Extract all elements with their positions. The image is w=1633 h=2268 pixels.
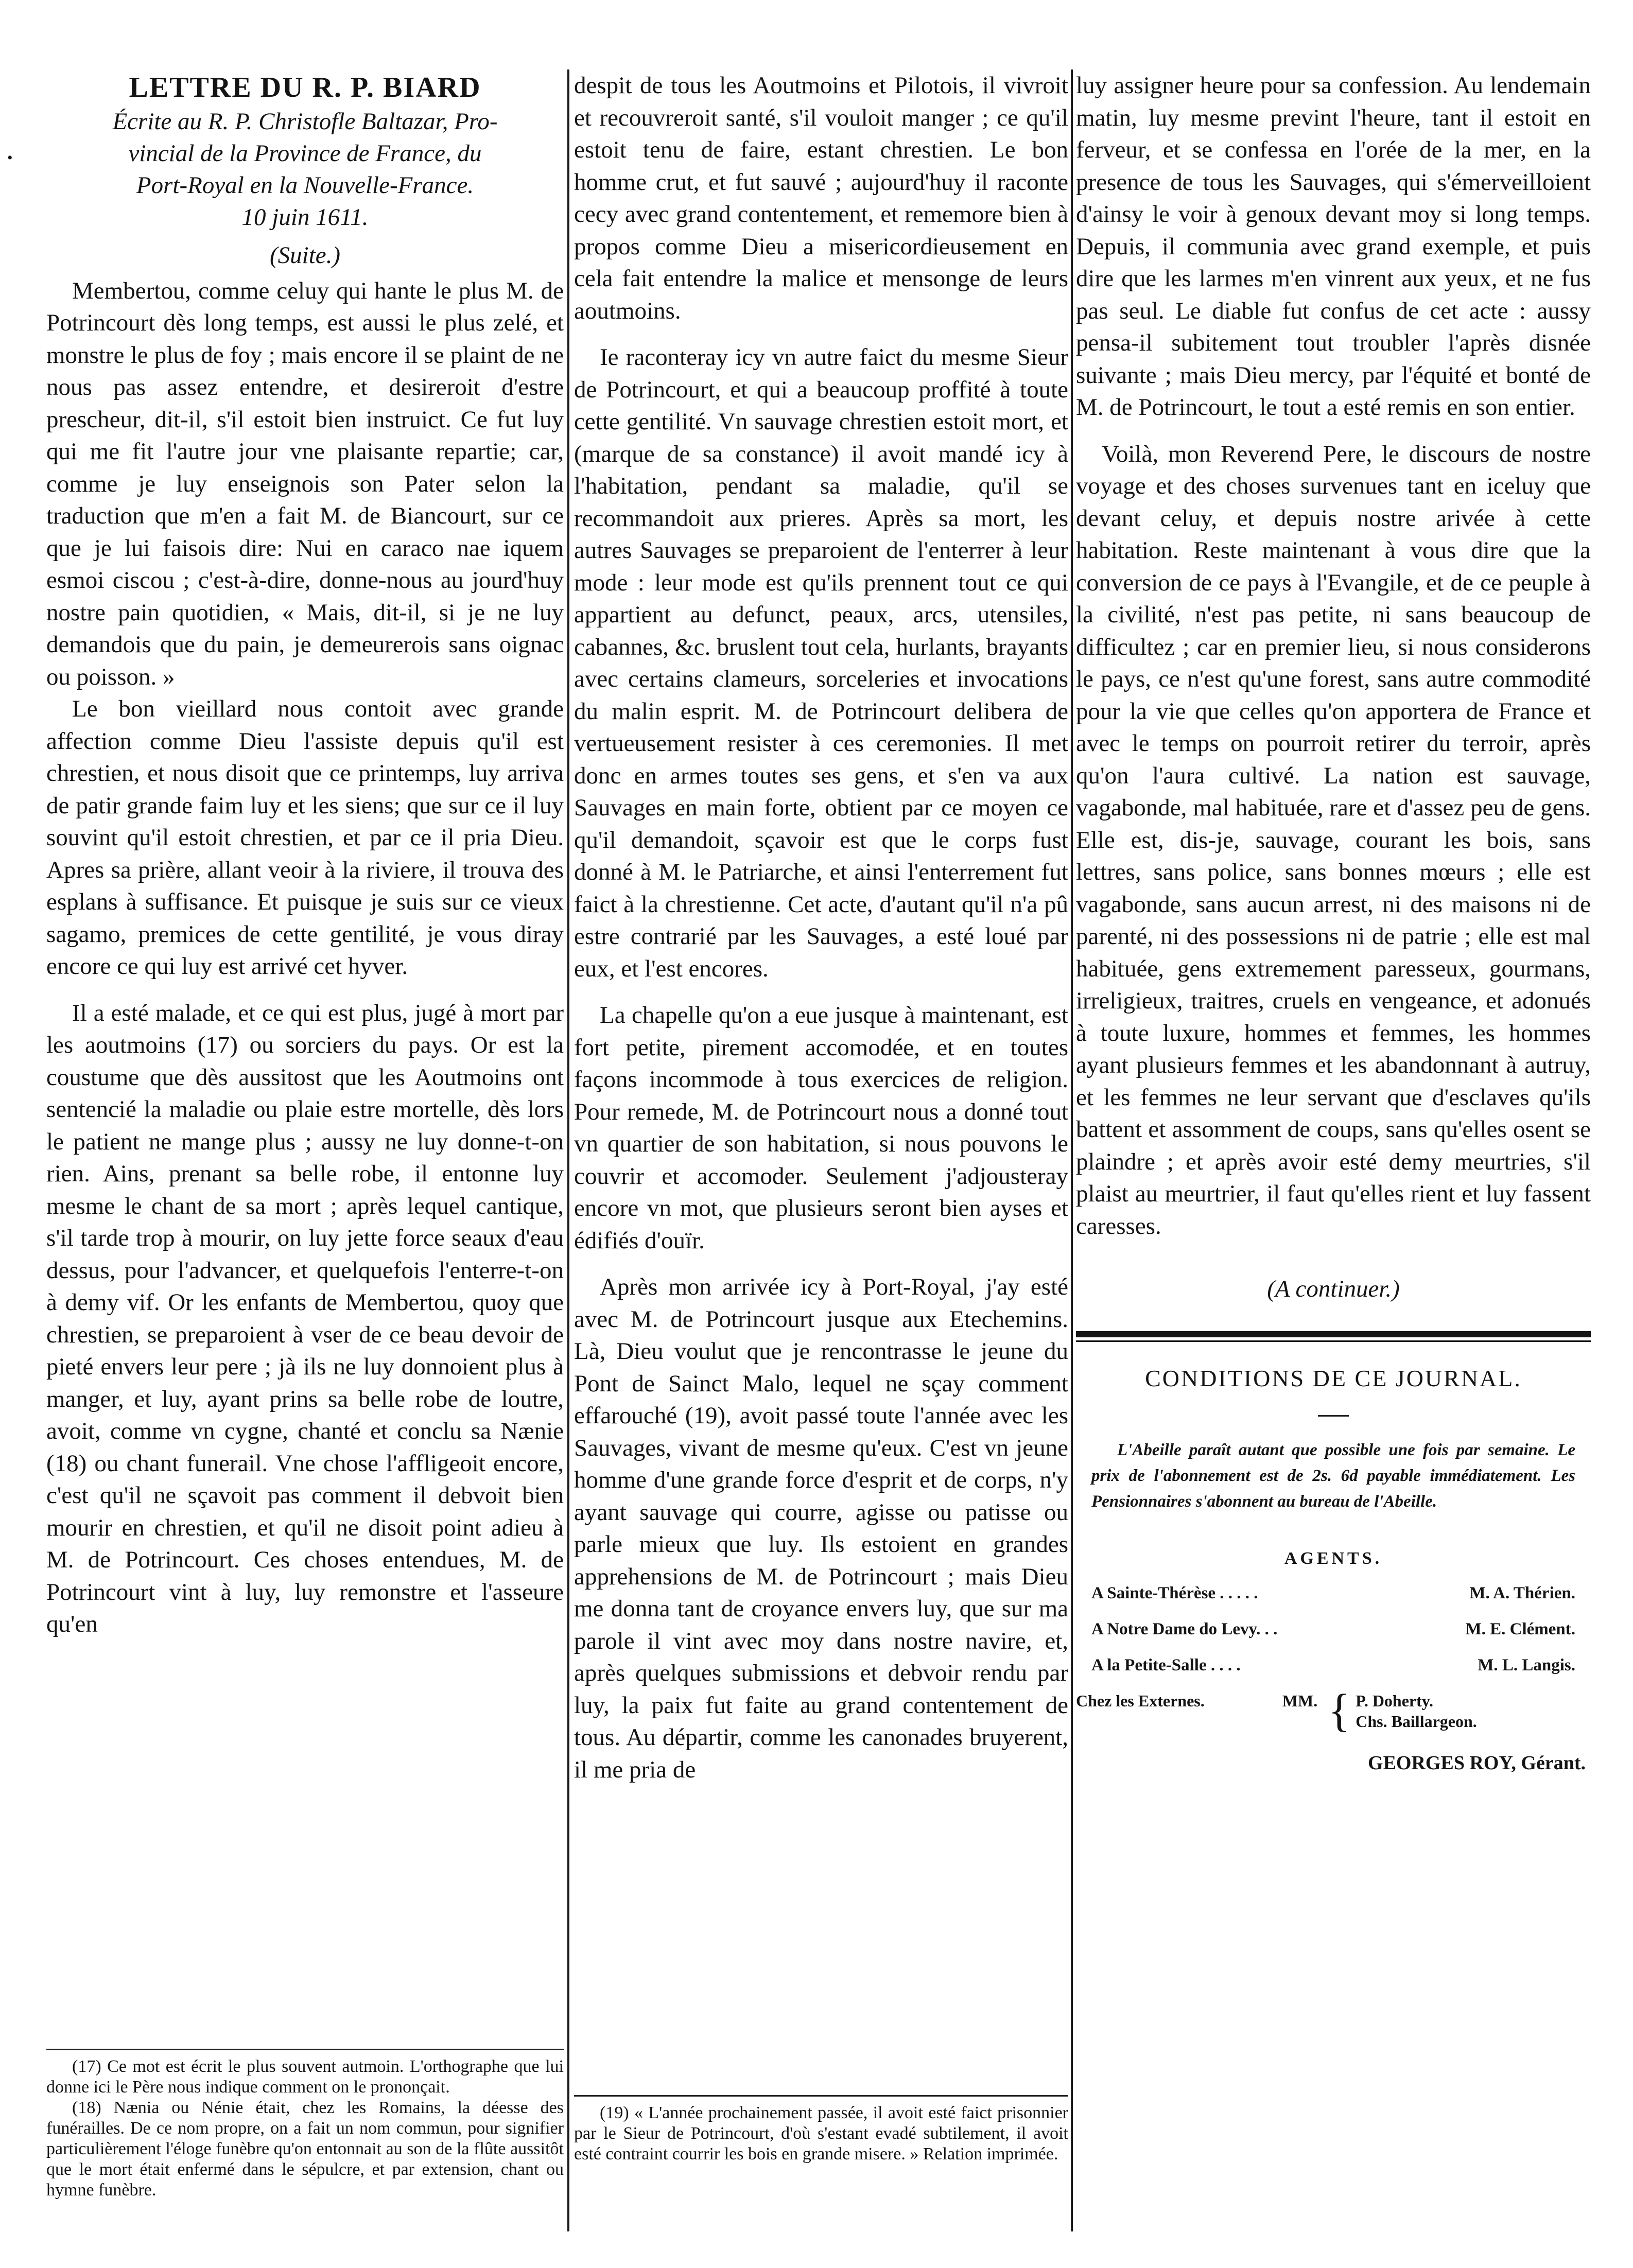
externes-label: Chez les Externes. — [1076, 1691, 1205, 1710]
column-divider — [567, 69, 569, 2231]
footnote-18: (18) Nænia ou Nénie était, chez les Romains, la déesse des funérailles. De ce nom propre, on a fait un nom commun, pour signifier particulièrement l'éloge funèbre qu'on entonnait au son de la flûte aussitôt que le mort était enfermé dans le sépulcre, et par extension, chant ou hymne funèbre. — [46, 2098, 564, 2200]
paragraph: Après mon arrivée icy à Port-Royal, j'ay esté avec M. de Potrincourt jusque aux Etechemins. Là, Dieu voulut que je rencontrasse le jeune du Pont de Sainct Malo, lequel ne sçay comment effarouché (19), avoit passé toute l'année avec les Sauvages, vivant de mesme qu'eux. C'est vn jeune homme d'une grande force d'esprit et de corps, n'y ayant sauvage qui courre, agisse ou patisse ou parle mieux que luy. Ils estoient en grandes apprehensions de M. de Potrincourt ; mais Dieu me donna tant de croyance envers luy, que sur ma parole il vint avec moy dans nostre navire, et, après quelques submissions et debvoir rendu par luy, la paix fut faite au grand contentement de tous. Au départir, comme les canonades bruyerent, il me pria de — [574, 1273, 1068, 1783]
paragraph: Il a esté malade, et ce qui est plus, jugé à mort par les aoutmoins (17) ou sorciers du pays. Or est la coustume que dès aussitost que les Aoutmoins ont sentencié la maladie ou plaie estre mortelle, dès lors le patient ne mange plus ; aussy ne luy donne-t-on rien. Ains, prenant sa belle robe, il entonne luy mesme le chant de sa mort ; après lequel cantique, s'il tarde trop à mourir, on luy jette force seaux d'eau dessus, pour l'advancer, et quelquefois l'enterre-t-on à demy vif. Or les enfants de Membertou, quoy que chrestien, se preparoient à vser de ce beau devoir de pieté envers leur pere ; jà ils ne luy donnoient plus à manger, et luy, ayant prins sa belle robe de loutre, avoit, comme vn cygne, chanté et conclu sa Nænie (18) ou chant funerail. Vne chose l'affligeoit encore, c'est qu'il ne sçavoit pas comment il debvoit bien mourir en chrestien, et qu'il ne disoit point adieu à M. de Potrincourt. Ces choses entendues, M. de Potrincourt vint à luy, luy remonstre et l'asseure qu'en — [46, 999, 564, 1637]
agent-row — [1076, 1575, 1591, 1611]
agent-name: M. E. Clément. — [1465, 1619, 1575, 1638]
letter-date: 10 juin 1611. — [241, 204, 369, 231]
externes-row — [1076, 1685, 1591, 1736]
agent-name: M. A. Thérien. — [1469, 1583, 1575, 1602]
letter-subtitle-3: Port-Royal en la Nouvelle-France. — [136, 172, 474, 199]
column-3 — [1076, 69, 1591, 1779]
footnote-19: (19) « L'année prochainement passée, il avoit esté faict prisonnier par le Sieur de Potrincourt, d'où s'estant evadé subtilement, il avoit esté contraint courrir les bois en grande misere. » Relation imprimée. — [574, 2103, 1068, 2164]
footnote-rule — [574, 2095, 1068, 2097]
paragraph: Membertou, comme celuy qui hante le plus M. de Potrincourt dès long temps, est aussi le plus zelé, et monstre le plus de foy ; mais encore il se plaint de ne nous pas assez entendre, et desireroit d'estre prescheur, dit-il, s'il estoit bien instruict. Ce fut luy qui me fit l'autre jour vne plaisante repartie; car, comme je luy enseignois son Pater selon la traduction que m'en a fait M. de Biancourt, sur ce que je lui faisois dire: Nui en caraco nae iquem esmoi ciscou ; c'est-à-dire, donne-nous au jourd'huy nostre pain quotidien, « Mais, dit-il, si je ne luy demandois que du pain, je demeurerois sans oignac ou poisson. » — [46, 277, 564, 690]
footnotes-column-2 — [574, 2103, 1068, 2165]
paragraph: La chapelle qu'on a eue jusque à maintenant, est fort petite, pirement accomodée, et en toutes façons incommode à tous exercices de religion. Pour remede, M. de Potrincourt nous a donné tout vn quartier de son habitation, si nous pouvons le couvrir et accomoder. Seulement j'adjousteray encore vn mot, que plusieurs seront bien ayses et édifiés d'ouïr. — [574, 1002, 1068, 1254]
letter-title: LETTRE DU R. P. BIARD — [129, 72, 481, 103]
margin-bullet: • — [7, 149, 13, 166]
externes-name: P. Doherty. — [1356, 1691, 1434, 1710]
agents-title: AGENTS. — [1284, 1549, 1383, 1568]
externes-names — [1356, 1690, 1477, 1732]
column-2 — [574, 69, 1068, 1786]
section-rule-thick — [1076, 1331, 1591, 1337]
column-1 — [46, 69, 564, 1641]
agent-row — [1076, 1647, 1591, 1683]
paragraph: Ie raconteray icy vn autre faict du mesme Sieur de Potrincourt, et qui a beaucoup proffité à toute cette gentilité. Vn sauvage chrestien estoit mort, et (marque de sa constance) il avoit mandé icy à l'habitation, pendant sa maladie, qu'il se recommandoit aux prieres. Après sa mort, les autres Sauvages se preparoient de l'enterrer à leur mode : leur mode est qu'ils prennent tout ce qui appartient au defunct, peaux, arcs, utensiles, cabannes, &c. bruslent tout cela, hurlants, brayants avec certains clameurs, sorceleries et invocations du malin esprit. M. de Potrincourt delibera de vertueusement resister à ces ceremonies. Il met donc en armes toutes ses gens, et s'en va aux Sauvages en main forte, obtient par ce moyen ce qu'il demandoit, sçavoir est que le corps fust donné à M. le Patriarche, et ainsi l'enterrement fut faict à la chrestienne. Cet acte, d'autant qu'il n'a pû estre contrarié par les Sauvages, a esté loué par eux, et l'est encores. — [574, 344, 1068, 982]
agent-name: M. L. Langis. — [1478, 1655, 1575, 1674]
agent-place: A Notre Dame do Levy. . . — [1091, 1619, 1278, 1638]
footnotes-column-1 — [46, 2056, 564, 2201]
agent-place: A Sainte-Thérèse . . . . . — [1091, 1583, 1258, 1602]
footnote-17: (17) Ce mot est écrit le plus souvent autmoin. L'orthographe que lui donne ici le Père nous indique comment on le prononçait. — [46, 2057, 564, 2097]
letter-subtitle-2: vincial de la Province de France, du — [128, 140, 482, 167]
agent-place: A la Petite-Salle . . . . — [1091, 1655, 1241, 1674]
footnote-rule — [46, 2049, 564, 2050]
paragraph: Voilà, mon Reverend Pere, le discours de nostre voyage et des choses survenues tant en iceluy que devant celuy, et depuis nostre arivée à cette habitation. Reste maintenant à vous dire que la conversion de ce pays à l'Evangile, et de ce peuple à la civilité, n'est pas petite, ni sans beaucoup de difficultez ; car en premier lieu, si nous considerons le pays, ce n'est qu'une forest, sans autre commodité pour la vie que celles qu'on apportera de France et avec le temps on pourroit retirer du terroir, après qu'on l'aura cultivé. La nation est sauvage, vagabonde, mal habituée, rare et d'assez peu de gens. Elle est, dis-je, sauvage, courant les bois, sans lettres, sans police, sans bonnes mœurs ; elle est vagabonde, sans aucun arrest, ni des maisons ni de parenté, ni des possessions ni de patrie ; elle est mal habituée, gens extremement paresseux, gourmans, irreligieux, traitres, cruels en vengeance, et adonués à toute luxure, hommes et femmes, les hommes ayant plusieurs femmes et les abandonnant à autruy, et les femmes ne leur servant que d'esclaves qu'ils battent et assomment de coups, sans qu'elles osent se plaindre ; et après avoir esté demy meurtries, s'il plaist au meurtrier, il faut qu'elles rient et luy fassent caresses. — [1076, 440, 1591, 1240]
agent-row — [1076, 1611, 1591, 1647]
column-divider — [1071, 69, 1073, 2231]
gerant-signature: GEORGES ROY, Gérant. — [1368, 1752, 1586, 1774]
paragraph: despit de tous les Aoutmoins et Pilotois, il vivroit et recouvreroit santé, s'il vouloit manger ; ce qu'il estoit tenu de faire, estant chrestien. Le bon homme crut, et fut sauvé ; aujourd'huy il raconte cecy avec grand contentement, et rememore bien à propos comme Dieu a misericordieusement en cela fait entendre la malice et mensonge de leurs aoutmoins. — [574, 72, 1068, 324]
section-rule-thin — [1076, 1340, 1591, 1342]
letter-subtitle-1: Écrite au R. P. Christofle Baltazar, Pro- — [112, 108, 498, 135]
conditions-text: L'Abeille paraît autant que possible une fois par semaine. Le prix de l'abonnement est de 2s. 6d payable immédiatement. Les Pensionnaires s'abonnent au bureau de l'Abeille. — [1091, 1441, 1575, 1511]
paragraph: luy assigner heure pour sa confession. Au lendemain matin, luy mesme prevint l'heure, tant il estoit en ferveur, et se confessa en l'orée de la mer, en la presence de tous les Sauvages, qui s'émerveilloient d'ainsy le voir à genoux devant moy si long temps. Depuis, il communia avec grand exemple, et puis dire que les larmes m'en vinrent aux yeux, et ne fus pas seul. Le diable fut confus de cet acte : aussy pensa-il subitement tout troubler l'après disnée suivante ; mais Dieu mercy, par l'équité et bonté de M. de Potrincourt, le tout a esté remis en son entier. — [1076, 72, 1591, 421]
conditions-title: CONDITIONS DE CE JOURNAL. — [1145, 1365, 1522, 1391]
continuer-label: (A continuer.) — [1267, 1276, 1400, 1302]
externes-name: Chs. Baillargeon. — [1356, 1712, 1477, 1731]
mm-label: MM. — [1282, 1691, 1318, 1710]
divider-dash — [1318, 1415, 1349, 1417]
brace-glyph: { — [1328, 1685, 1351, 1736]
paragraph: Le bon vieillard nous contoit avec grande affection comme Dieu l'assiste depuis qu'il est chrestien, et nous disoit que ce printemps, luy arriva de patir grande faim luy et les siens; que sur ce il luy souvint qu'il estoit chrestien, et par ce il pria Dieu. Apres sa prière, allant veoir à la riviere, il trouva des esplans à suffisance. Et puisque je suis sur ce vieux sagamo, premices de cette gentilité, je vous diray encore ce qui luy est arrivé cet hyver. — [46, 695, 564, 980]
suite-label: (Suite.) — [269, 242, 341, 269]
